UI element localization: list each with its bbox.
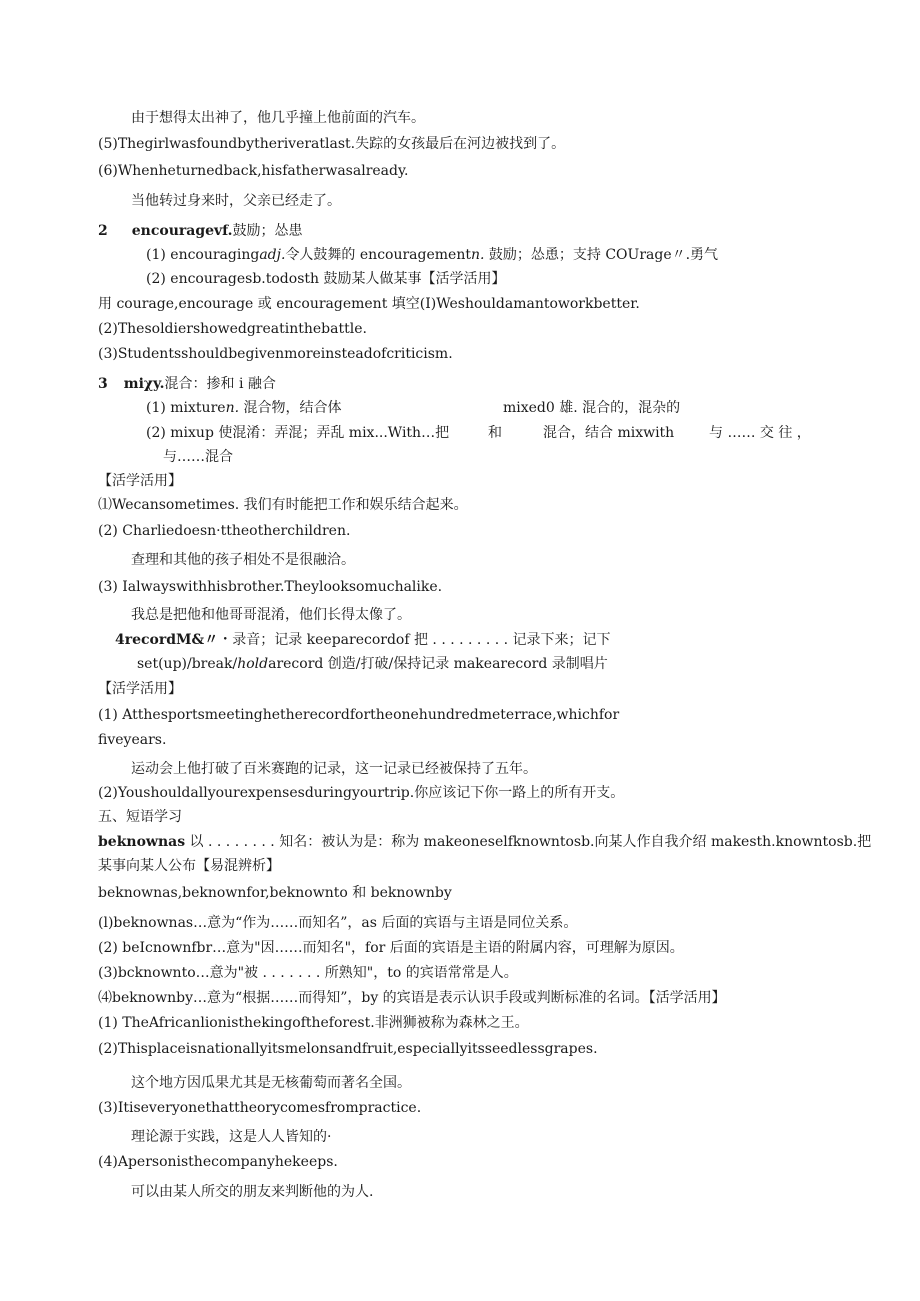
text-line: 这个地方因瓜果尤其是无核葡萄而著名全国。 (131, 1075, 411, 1091)
text-span: 鼓励；怂恿；支持 COUrage〃.勇气 (484, 247, 719, 263)
text-line: ⑴Wecansometimes. 我们有时能把工作和娱乐结合起来。 (98, 497, 468, 513)
text-span: n. (470, 247, 485, 263)
text-span: 令人鼓舞的 encouragement (285, 247, 471, 263)
text-line: 与 …… 交 往 ， (709, 425, 811, 441)
headword: miχy. (123, 376, 165, 392)
text-line (98, 833, 871, 851)
text-line: (5)Thegirlwasfoundbytheriveratlast.失踪的女孩最后在河边被找到了。 (98, 136, 566, 152)
text-line: (1) TheAfricanlionisthekingoftheforest.非洲狮被称为森林之王。 (98, 1015, 529, 1031)
text-line: beknownas,beknownfor,beknownto 和 beknownby (98, 885, 452, 901)
text-line: 与……混合 (163, 449, 233, 465)
text-line: 某事向某人公布【易混辨析】 (98, 858, 280, 874)
text-line: 用 courage,encourage 或 encouragement 填空(I)Weshouldamantoworkbetter. (98, 296, 640, 312)
text-span: (1) mixture (146, 400, 226, 416)
text-line: 可以由某人所交的朋友来判断他的为人. (131, 1184, 374, 1200)
text-line: fiveyears. (98, 732, 167, 748)
text-line: (6)Whenheturnedback,hisfatherwasalready. (98, 163, 409, 179)
text-line: 当他转过身来时，父亲已经走了。 (131, 193, 341, 209)
text-line: (3)Itiseveryonethattheorycomesfrompractice. (98, 1100, 422, 1116)
text-line: (3) Ialwayswithhisbrother.Theylooksomuchalike. (98, 579, 443, 595)
headword-definition: 鼓励；怂患 (232, 223, 303, 239)
text-line: (2) encouragesb.todosth 鼓励某人做某事【活学活用】 (146, 271, 506, 287)
text-line: (2) Charliedoesn·ttheotherchildren. (98, 523, 351, 539)
text-line: (2)Thesoldiershowedgreatinthebattle. (98, 321, 367, 337)
text-line: 混合，结合 mixwith (543, 425, 675, 441)
headword-definition: 混合：掺和 i 融合 (164, 376, 276, 392)
text-line: 五、短语学习 (98, 809, 182, 825)
section-heading (115, 631, 611, 649)
headword-definition: ・录音；记录 keeparecordof 把 . . . . . . . . . 记录下来；记下 (218, 632, 611, 648)
headword-definition: 以 . . . . . . . . 知名：被认为是：称为 makeoneselfknowntosb.向某人作自我介绍 makesth.knowntosb.把 (185, 834, 872, 850)
section-number: 3 (98, 376, 108, 392)
text-line: (l)beknownas…意为“作为……而知名”，as 后面的宾语与主语是同位关系。 (98, 915, 578, 931)
text-line (146, 399, 341, 417)
text-line: 【活学活用】 (98, 473, 182, 489)
text-span: set(up)/break/ (137, 656, 238, 672)
text-line: (4)Apersonisthecompanyhekeeps. (98, 1154, 338, 1170)
text-line: 和 (488, 425, 502, 441)
text-line: 查理和其他的孩子相处不是很融洽。 (131, 552, 355, 568)
text-line: (3)Studentsshouldbegivenmoreinsteadofcriticism. (98, 346, 453, 362)
text-line: 【活学活用】 (98, 681, 182, 697)
text-line: (2) mixup 使混淆：弄混；弄乱 mix...With…把 (146, 425, 450, 441)
headword: encouragevf. (131, 223, 233, 239)
text-span: (1) encouraging (146, 247, 260, 263)
headword: beknownas (98, 834, 186, 850)
text-line: ⑷beknownby…意为“根据……而得知”，by 的宾语是表示认识手段或判断标准的名词。【活学活用】 (98, 990, 726, 1006)
text-line: 运动会上他打破了百米赛跑的记录，这一记录已经被保持了五年。 (131, 761, 537, 777)
section-heading (98, 375, 276, 393)
section-heading (98, 222, 303, 240)
text-line (146, 246, 718, 264)
text-line: 由于想得太出神了，他几乎撞上他前面的汽车。 (131, 110, 425, 126)
section-number: 2 (98, 223, 108, 239)
text-span: n. (225, 400, 240, 416)
text-line: 我总是把他和他哥哥混淆，他们长得太像了。 (131, 607, 411, 623)
text-line: (2)Youshouldallyourexpensesduringyourtrip.你应该记下你一路上的所有开支。 (98, 785, 625, 801)
text-line (137, 655, 608, 673)
text-line: 理论源于实践，这是人人皆知的· (131, 1129, 332, 1145)
text-span: arecord 创造/打破/保持记录 makearecord 录制唱片 (268, 656, 608, 672)
text-line: mixed0 雄. 混合的，混杂的 (503, 400, 681, 416)
text-span: adj. (259, 247, 286, 263)
text-line: (1) Atthesportsmeetinghetherecordfortheonehundredmeterrace,whichfor (98, 707, 620, 723)
text-line: (3)bcknownto…意为"被 . . . . . . . 所熟知"，to 的宾语常常是人。 (98, 965, 518, 981)
text-line: (2)Thisplaceisnationallyitsmelonsandfruit,especiallyitsseedlessgrapes. (98, 1041, 598, 1057)
text-span: hold (237, 656, 269, 672)
text-line: (2) beIcnownfbr…意为"因……而知名"，for 后面的宾语是主语的附属内容，可理解为原因。 (98, 940, 684, 956)
text-span: 混合物，结合体 (239, 400, 342, 416)
headword: 4recordM&〃 (115, 632, 219, 648)
